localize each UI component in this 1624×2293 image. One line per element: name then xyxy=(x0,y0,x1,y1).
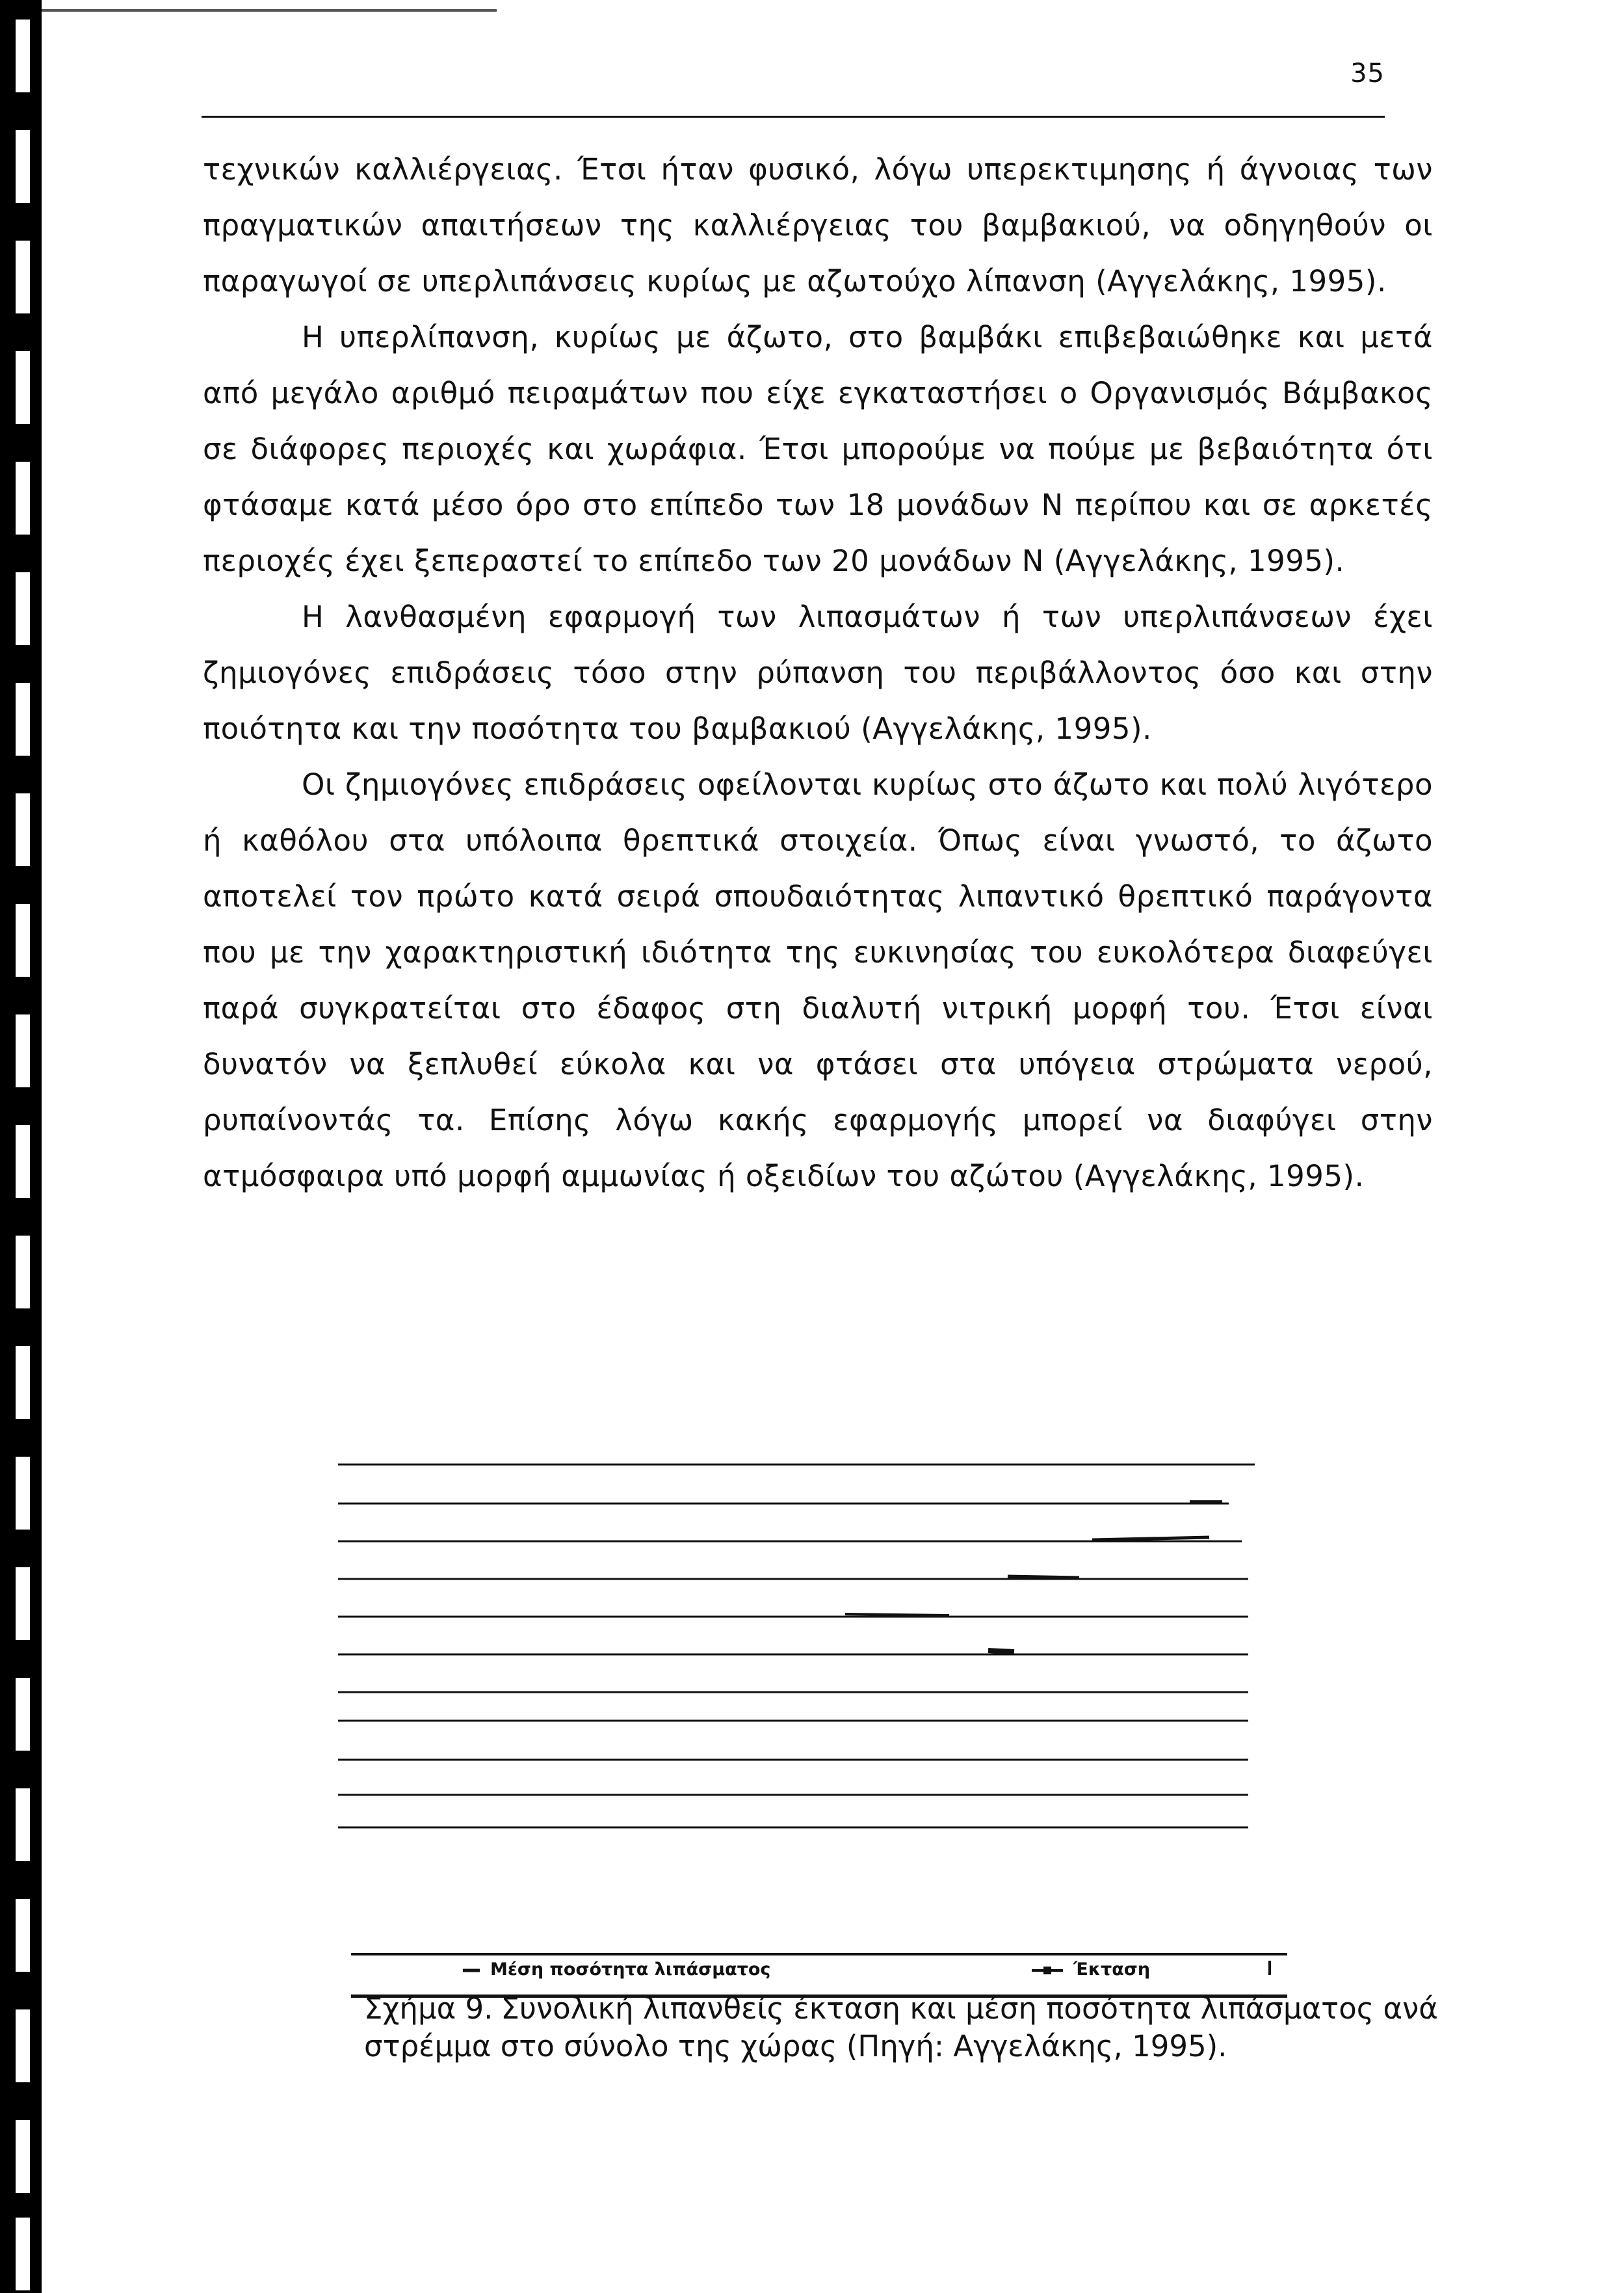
binding-hole xyxy=(16,683,30,756)
binding-holes xyxy=(0,0,42,2293)
binding-hole xyxy=(16,1236,30,1308)
binding-hole xyxy=(16,241,30,313)
body-text xyxy=(203,142,1433,1204)
line-key-icon xyxy=(462,1964,481,1977)
binding-hole xyxy=(16,20,30,92)
binding-hole xyxy=(16,1788,30,1861)
binding-hole xyxy=(16,462,30,535)
binding-hole xyxy=(16,1125,30,1198)
figure-caption xyxy=(364,1990,1469,2065)
scan-top-edge xyxy=(42,9,497,12)
legend-tick xyxy=(1268,1959,1272,1981)
binding-hole xyxy=(16,2218,30,2290)
legend-label: Μέση ποσότητα λιπάσματος xyxy=(490,1959,771,1980)
page-number: 35 xyxy=(1350,59,1385,88)
caption-label: Σχήμα 9. xyxy=(364,1991,493,2026)
binding-hole xyxy=(16,572,30,645)
faded-chart-lower-gridlines xyxy=(338,1619,1261,1892)
paragraph: Η λανθασμένη εφαρμογή των λιπασμάτων ή των υπερλιπάνσεων έχει ζημιογόνες επιδράσεις τόσο στην ρύπανση του περιβάλλοντος όσο και στην ποιότητα και την ποσότητα του βαμβακιού (Αγγελάκης, 1995). xyxy=(203,600,1433,746)
binding-hole xyxy=(16,793,30,866)
caption-line-2: στρέμμα στο σύνολο της χώρας (Πηγή: Αγγελάκης, 1995). xyxy=(364,2029,1227,2063)
paragraph: Οι ζημιογόνες επιδράσεις οφείλονται κυρίως στο άζωτο και πολύ λιγότερο ή καθόλου στα υπόλοιπα θρεπτικά στοιχεία. Όπως είναι γνωστό, το άζωτο αποτελεί τον πρώτο κατά σειρά σπουδαιότητας λιπαντικό θρεπτικό παράγοντα που με την χαρακτηριστική ιδιότητα της ευκινησίας του ευκολότερα διαφεύγει παρά συγκρατείται στο έδαφος στη διαλυτή νιτρική μορφή του. Έτσι είναι δυνατόν να ξεπλυθεί εύκολα και να φτάσει στα υπόγεια στρώματα νερού, ρυπαίνοντάς τα. Επίσης λόγω κακής εφαρμογής μπορεί να διαφύγει στην ατμόσφαιρα υπό μορφή αμμωνίας ή οξειδίων του αζώτου (Αγγελάκης, 1995). xyxy=(203,767,1433,1193)
caption-line-1: Συνολική λιπανθείς έκταση και μέση ποσότητα λιπάσματος ανά xyxy=(501,1991,1438,2026)
binding-hole xyxy=(16,1567,30,1640)
binding-hole xyxy=(16,1457,30,1530)
legend-item-area xyxy=(1030,1959,1150,1980)
legend-item-average-fertilizer xyxy=(462,1959,770,1980)
binding-hole xyxy=(16,2120,30,2193)
binding-hole xyxy=(16,1014,30,1087)
binding-hole xyxy=(16,130,30,203)
paragraph: Η υπερλίπανση, κυρίως με άζωτο, στο βαμβάκι επιβεβαιώθηκε και μετά από μεγάλο αριθμό πειραμάτων που είχε εγκαταστήσει ο Οργανισμός Βάμβακος σε διάφορες περιοχές και χωράφια. Έτσι μπορούμε να πούμε με βεβαιότητα ότι φτάσαμε κατά μέσο όρο στο επίπεδο των 18 μονάδων Ν περίπου και σε αρκετές περιοχές έχει ξεπεραστεί το επίπεδο των 20 μονάδων Ν (Αγγελάκης, 1995). xyxy=(203,320,1433,578)
marker-line-key-icon xyxy=(1030,1964,1064,1977)
binding-hole xyxy=(16,351,30,424)
figure-faded-chart xyxy=(338,1450,1261,1723)
tick-mark-icon xyxy=(1268,1959,1272,1976)
header-rule xyxy=(202,116,1385,118)
paragraph: τεχνικών καλλιέργειας. Έτσι ήταν φυσικό, λόγω υπερεκτιμησης ή άγνοιας των πραγματικών απαιτήσεων της καλλιέργειας του βαμβακιού, να οδηγηθούν οι παραγωγοί σε υπερλιπάνσεις κυρίως με αζωτούχο λίπανση (Αγγελάκης, 1995). xyxy=(203,152,1433,298)
binding-hole xyxy=(16,1899,30,1972)
binding-hole xyxy=(16,1346,30,1419)
legend-label: Έκταση xyxy=(1073,1959,1151,1980)
binding-hole xyxy=(16,904,30,977)
binding-hole xyxy=(16,2009,30,2082)
binding-hole xyxy=(16,1678,30,1751)
